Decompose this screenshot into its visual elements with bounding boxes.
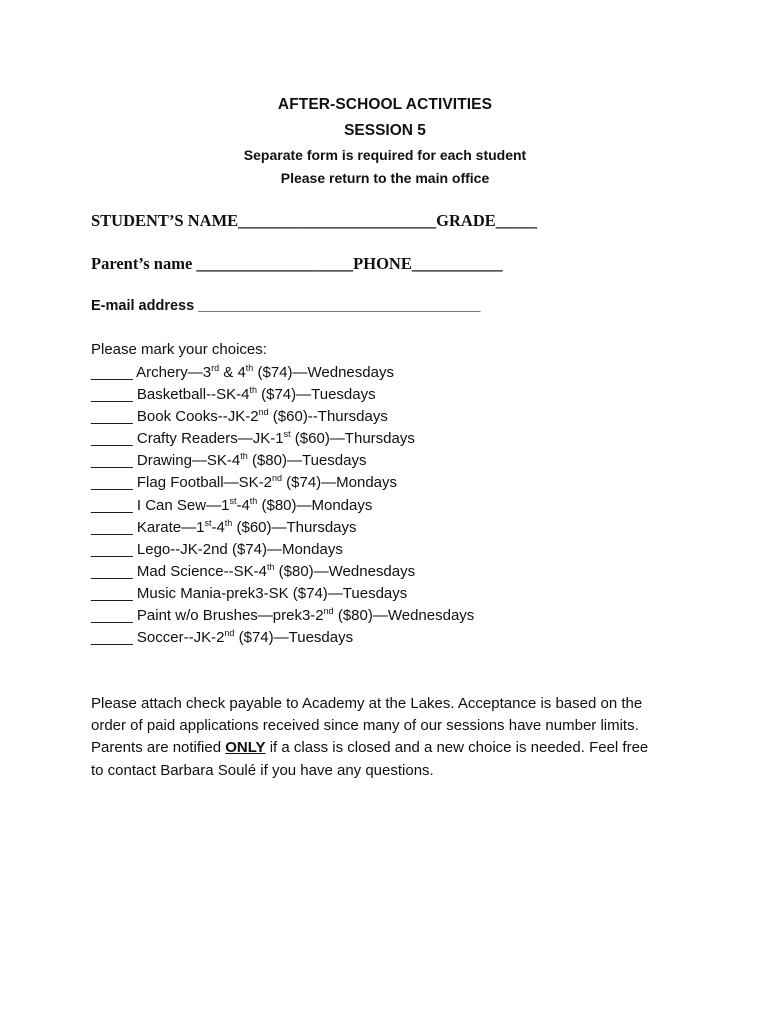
- choice-text: Basketball--SK-4: [136, 386, 250, 404]
- session-label: SESSION 5: [344, 122, 426, 139]
- student-name-blank[interactable]: ________________________: [238, 211, 437, 230]
- form-title: AFTER-SCHOOL ACTIVITIES: [277, 96, 493, 113]
- activity-choice: [91, 450, 474, 472]
- choice-blank[interactable]: _____: [91, 430, 137, 448]
- choice-text: -4: [236, 496, 250, 514]
- choice-blank[interactable]: _____: [91, 496, 137, 514]
- choice-text: & 4: [219, 364, 246, 381]
- student-name-label: STUDENT’S NAME: [91, 211, 239, 230]
- parent-name-label: Parent’s name: [91, 254, 193, 273]
- choice-text: Archery—3: [136, 364, 212, 381]
- choice-blank[interactable]: _____: [91, 364, 137, 381]
- choice-text: Music Mania-prek3-SK ($74)—Tuesdays: [136, 584, 408, 602]
- choice-text: ($80)—Tuesdays: [247, 452, 367, 470]
- activity-choice: [91, 472, 474, 494]
- activity-choice: [91, 384, 474, 406]
- choice-text: Drawing—SK-4: [136, 452, 241, 470]
- grade-label: GRADE: [436, 211, 496, 230]
- choice-text: Lego--JK-2nd ($74)—Mondays: [136, 540, 343, 558]
- choice-text: ($80)—Wednesdays: [333, 607, 475, 625]
- choice-blank[interactable]: _____: [91, 584, 137, 602]
- activity-choice: [91, 428, 474, 450]
- choice-ordinal: th: [249, 495, 258, 506]
- choice-ordinal: th: [245, 363, 254, 373]
- email-label: E-mail address: [91, 298, 195, 314]
- activity-choice: [91, 561, 474, 583]
- choice-blank[interactable]: _____: [91, 518, 137, 536]
- choice-blank[interactable]: _____: [91, 452, 137, 470]
- phone-label: PHONE: [353, 254, 412, 273]
- form-instruction-separate: Separate form is required for each student: [243, 147, 527, 163]
- choice-ordinal: th: [266, 561, 275, 572]
- activity-choice: [91, 362, 474, 384]
- choice-ordinal: nd: [258, 407, 269, 418]
- email-row: [91, 298, 480, 314]
- payment-text: Please attach check payable to Academy at the Lakes. Acceptance is based on the order of paid applications received since many of our sessions have number limits. Parents are notified: [91, 695, 643, 757]
- choice-text: -4: [211, 518, 225, 536]
- choice-text: ($60)--Thursdays: [268, 408, 388, 426]
- payment-text-contact: if a class is closed and a new choice is needed. Feel free to contact Barbara Soulé if you have any questions.: [91, 739, 649, 779]
- choice-text: ($60)—Thursdays: [232, 518, 357, 536]
- choice-text: Crafty Readers—JK-1: [136, 430, 284, 448]
- choice-blank[interactable]: _____: [91, 629, 137, 647]
- choice-text: Karate—1: [136, 518, 205, 536]
- choice-ordinal: th: [240, 451, 248, 462]
- choice-blank[interactable]: _____: [91, 408, 137, 426]
- choice-ordinal: nd: [271, 473, 282, 484]
- choice-ordinal: st: [229, 495, 237, 506]
- choice-ordinal: st: [283, 429, 291, 440]
- email-blank[interactable]: ___________________________________: [194, 298, 481, 314]
- choice-ordinal: th: [249, 385, 257, 396]
- parent-name-row: [91, 254, 503, 274]
- choice-text: ($74)—Wednesdays: [253, 364, 394, 381]
- activity-choice: [91, 605, 474, 627]
- choice-text: Mad Science--SK-4: [136, 562, 267, 580]
- choice-text: Flag Football—SK-2: [136, 474, 272, 492]
- activity-choice: [91, 406, 474, 428]
- choice-ordinal: nd: [323, 606, 334, 617]
- choice-text: ($74)—Tuesdays: [256, 386, 376, 404]
- choice-text: ($74)—Mondays: [281, 474, 398, 492]
- activity-choice: [91, 583, 474, 605]
- choice-ordinal: nd: [224, 628, 235, 639]
- choice-blank[interactable]: _____: [91, 607, 137, 625]
- activity-choices-list: [91, 362, 474, 649]
- choice-blank[interactable]: _____: [91, 474, 137, 492]
- choice-text: Book Cooks--JK-2: [136, 408, 259, 426]
- parent-name-blank[interactable]: ___________________: [192, 254, 354, 273]
- choice-ordinal: th: [224, 517, 233, 528]
- activity-choice: [91, 539, 474, 561]
- choice-blank[interactable]: _____: [91, 386, 137, 404]
- choice-blank[interactable]: _____: [91, 562, 137, 580]
- choice-text: ($74)—Tuesdays: [234, 629, 354, 647]
- activity-choice: [91, 517, 474, 539]
- student-name-row: [91, 211, 537, 231]
- activity-choice: [91, 495, 474, 517]
- choices-prompt: Please mark your choices:: [91, 341, 267, 358]
- only-emphasis: ONLY: [225, 739, 266, 757]
- form-instruction-return: Please return to the main office: [280, 170, 490, 186]
- choice-text: Paint w/o Brushes—prek3-2: [136, 607, 324, 625]
- phone-blank[interactable]: ___________: [411, 254, 503, 273]
- payment-instructions: [91, 693, 661, 782]
- choice-text: ($80)—Mondays: [257, 496, 373, 514]
- choice-ordinal: rd: [211, 363, 220, 373]
- choice-blank[interactable]: _____: [91, 540, 137, 558]
- choice-text: Soccer--JK-2: [136, 629, 225, 647]
- choice-ordinal: st: [204, 517, 212, 528]
- choice-text: I Can Sew—1: [136, 496, 230, 514]
- choice-text: ($60)—Thursdays: [290, 430, 415, 448]
- activity-choice: [91, 627, 474, 649]
- choice-text: ($80)—Wednesdays: [274, 562, 416, 580]
- grade-blank[interactable]: _____: [495, 211, 537, 230]
